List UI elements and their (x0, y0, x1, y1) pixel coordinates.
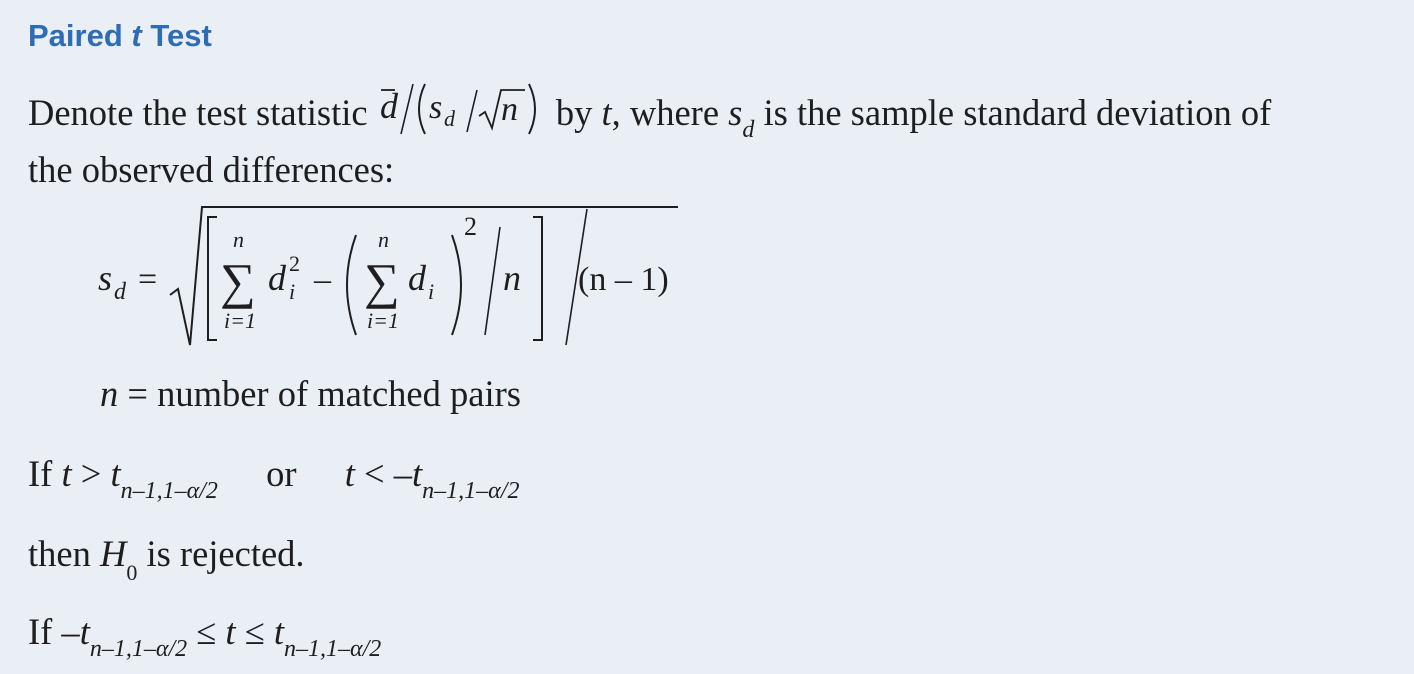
svg-text:–: – (314, 261, 331, 298)
svg-text:n: n (503, 258, 521, 298)
dbar-symbol: d (379, 86, 398, 126)
sd-formula (0, 195, 720, 355)
sum-symbol: ∑ (220, 253, 256, 309)
svg-text:d: d (114, 279, 126, 305)
n-definition: n = number of matched pairs (100, 373, 521, 414)
svg-text:2: 2 (464, 212, 477, 241)
svg-text:2: 2 (289, 251, 300, 276)
svg-text:i=1: i=1 (367, 308, 399, 333)
svg-text:(n – 1): (n – 1) (578, 261, 669, 298)
svg-text:d: d (408, 258, 426, 298)
svg-text:i: i (428, 279, 435, 304)
svg-text:s: s (98, 258, 113, 298)
svg-text:n: n (500, 91, 518, 128)
section-heading: Paired t Test (28, 18, 212, 53)
svg-text:i=1: i=1 (224, 308, 256, 333)
reject-rule: If $t > t_{n-1,1-\alpha/2}$ or $t < -t_{n-1,1-\alpha/2}$ (28, 453, 520, 504)
svg-text:n: n (378, 227, 389, 252)
svg-text:=: = (138, 261, 158, 298)
svg-text:i: i (289, 279, 296, 304)
reject-conclusion: then $H_0$ is rejected. (28, 533, 305, 585)
svg-text:d: d (268, 258, 286, 298)
svg-text:s: s (428, 89, 442, 126)
intro-paragraph: Denote the test statistic d s d n by t, where $s_d$ is the sample standard deviation of the observed differences: (28, 82, 1403, 196)
sum-symbol-2: ∑ (364, 253, 400, 309)
svg-text:d: d (443, 106, 455, 131)
test-statistic-expression (377, 82, 547, 142)
svg-text:n: n (233, 227, 244, 252)
accept-rule: If $-t_{n-1,1-\alpha/2} \le t \le t_{n-1,1-\alpha/2}$ (28, 611, 382, 662)
